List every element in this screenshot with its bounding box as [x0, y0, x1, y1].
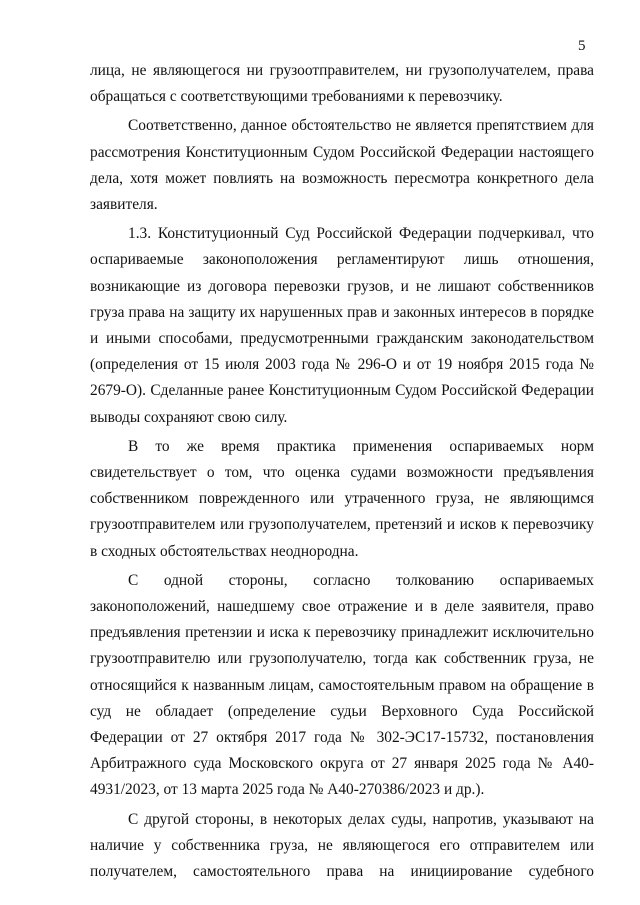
paragraph: Соответственно, данное обстоятельство не является препятствием для рассмотрения Конституционным Судом Российской Федерации настоящего дела, хотя может повлиять на возможность пересмотра конкретного дела заявителя.	[90, 117, 594, 214]
paragraph: лица, не являющегося ни грузоотправителем, ни грузополучателем, права обращаться с соответствующими требованиями к перевозчику.	[90, 62, 594, 106]
document-body	[90, 58, 594, 885]
paragraph: С одной стороны, согласно толкованию оспариваемых законоположений, нашедшему свое отражение и в деле заявителя, право предъявления претензии и иска к перевозчику принадлежит исключительно грузоотправителю или грузополучателю, тогда как собственник груза, не относящийся к названным лицам, самостоятельным правом на обращение в суд не обладает (определение судьи Верховного Суда Российской Федерации от 27 октября 2017 года № 302-ЭС17-15732, постановления Арбитражного суда Московского округа от 27 января 2025 года № А40-4931/2023, от 13 марта 2025 года № А40-270386/2023 и др.).	[90, 571, 594, 799]
paragraph: 1.3. Конституционный Суд Российской Федерации подчеркивал, что оспариваемые законоположения регламентируют лишь отношения, возникающие из договора перевозки грузов, и не лишают собственников груза права на защиту их нарушенных прав и законных интересов в порядке и иными способами, предусмотренными гражданским законодательством (определения от 15 июля 2003 года № 296-О и от 19 ноября 2015 года № 2679-О). Сделанные ранее Конституционным Судом Российской Федерации выводы сохраняют свою силу.	[90, 225, 594, 426]
paragraph: В то же время практика применения оспариваемых норм свидетельствует о том, что оценка судами возможности предъявления собственником поврежденного или утраченного груза, не являющимся грузоотправителем или грузополучателем, претензий и исков к перевозчику в сходных обстоятельствах неоднородна.	[90, 437, 594, 560]
page-number: 5	[578, 38, 586, 54]
paragraph: С другой стороны, в некоторых делах суды, напротив, указывают на наличие у собственника груза, не являющегося его отправителем или получателем, самостоятельного права на инициирование судебного	[90, 810, 594, 881]
